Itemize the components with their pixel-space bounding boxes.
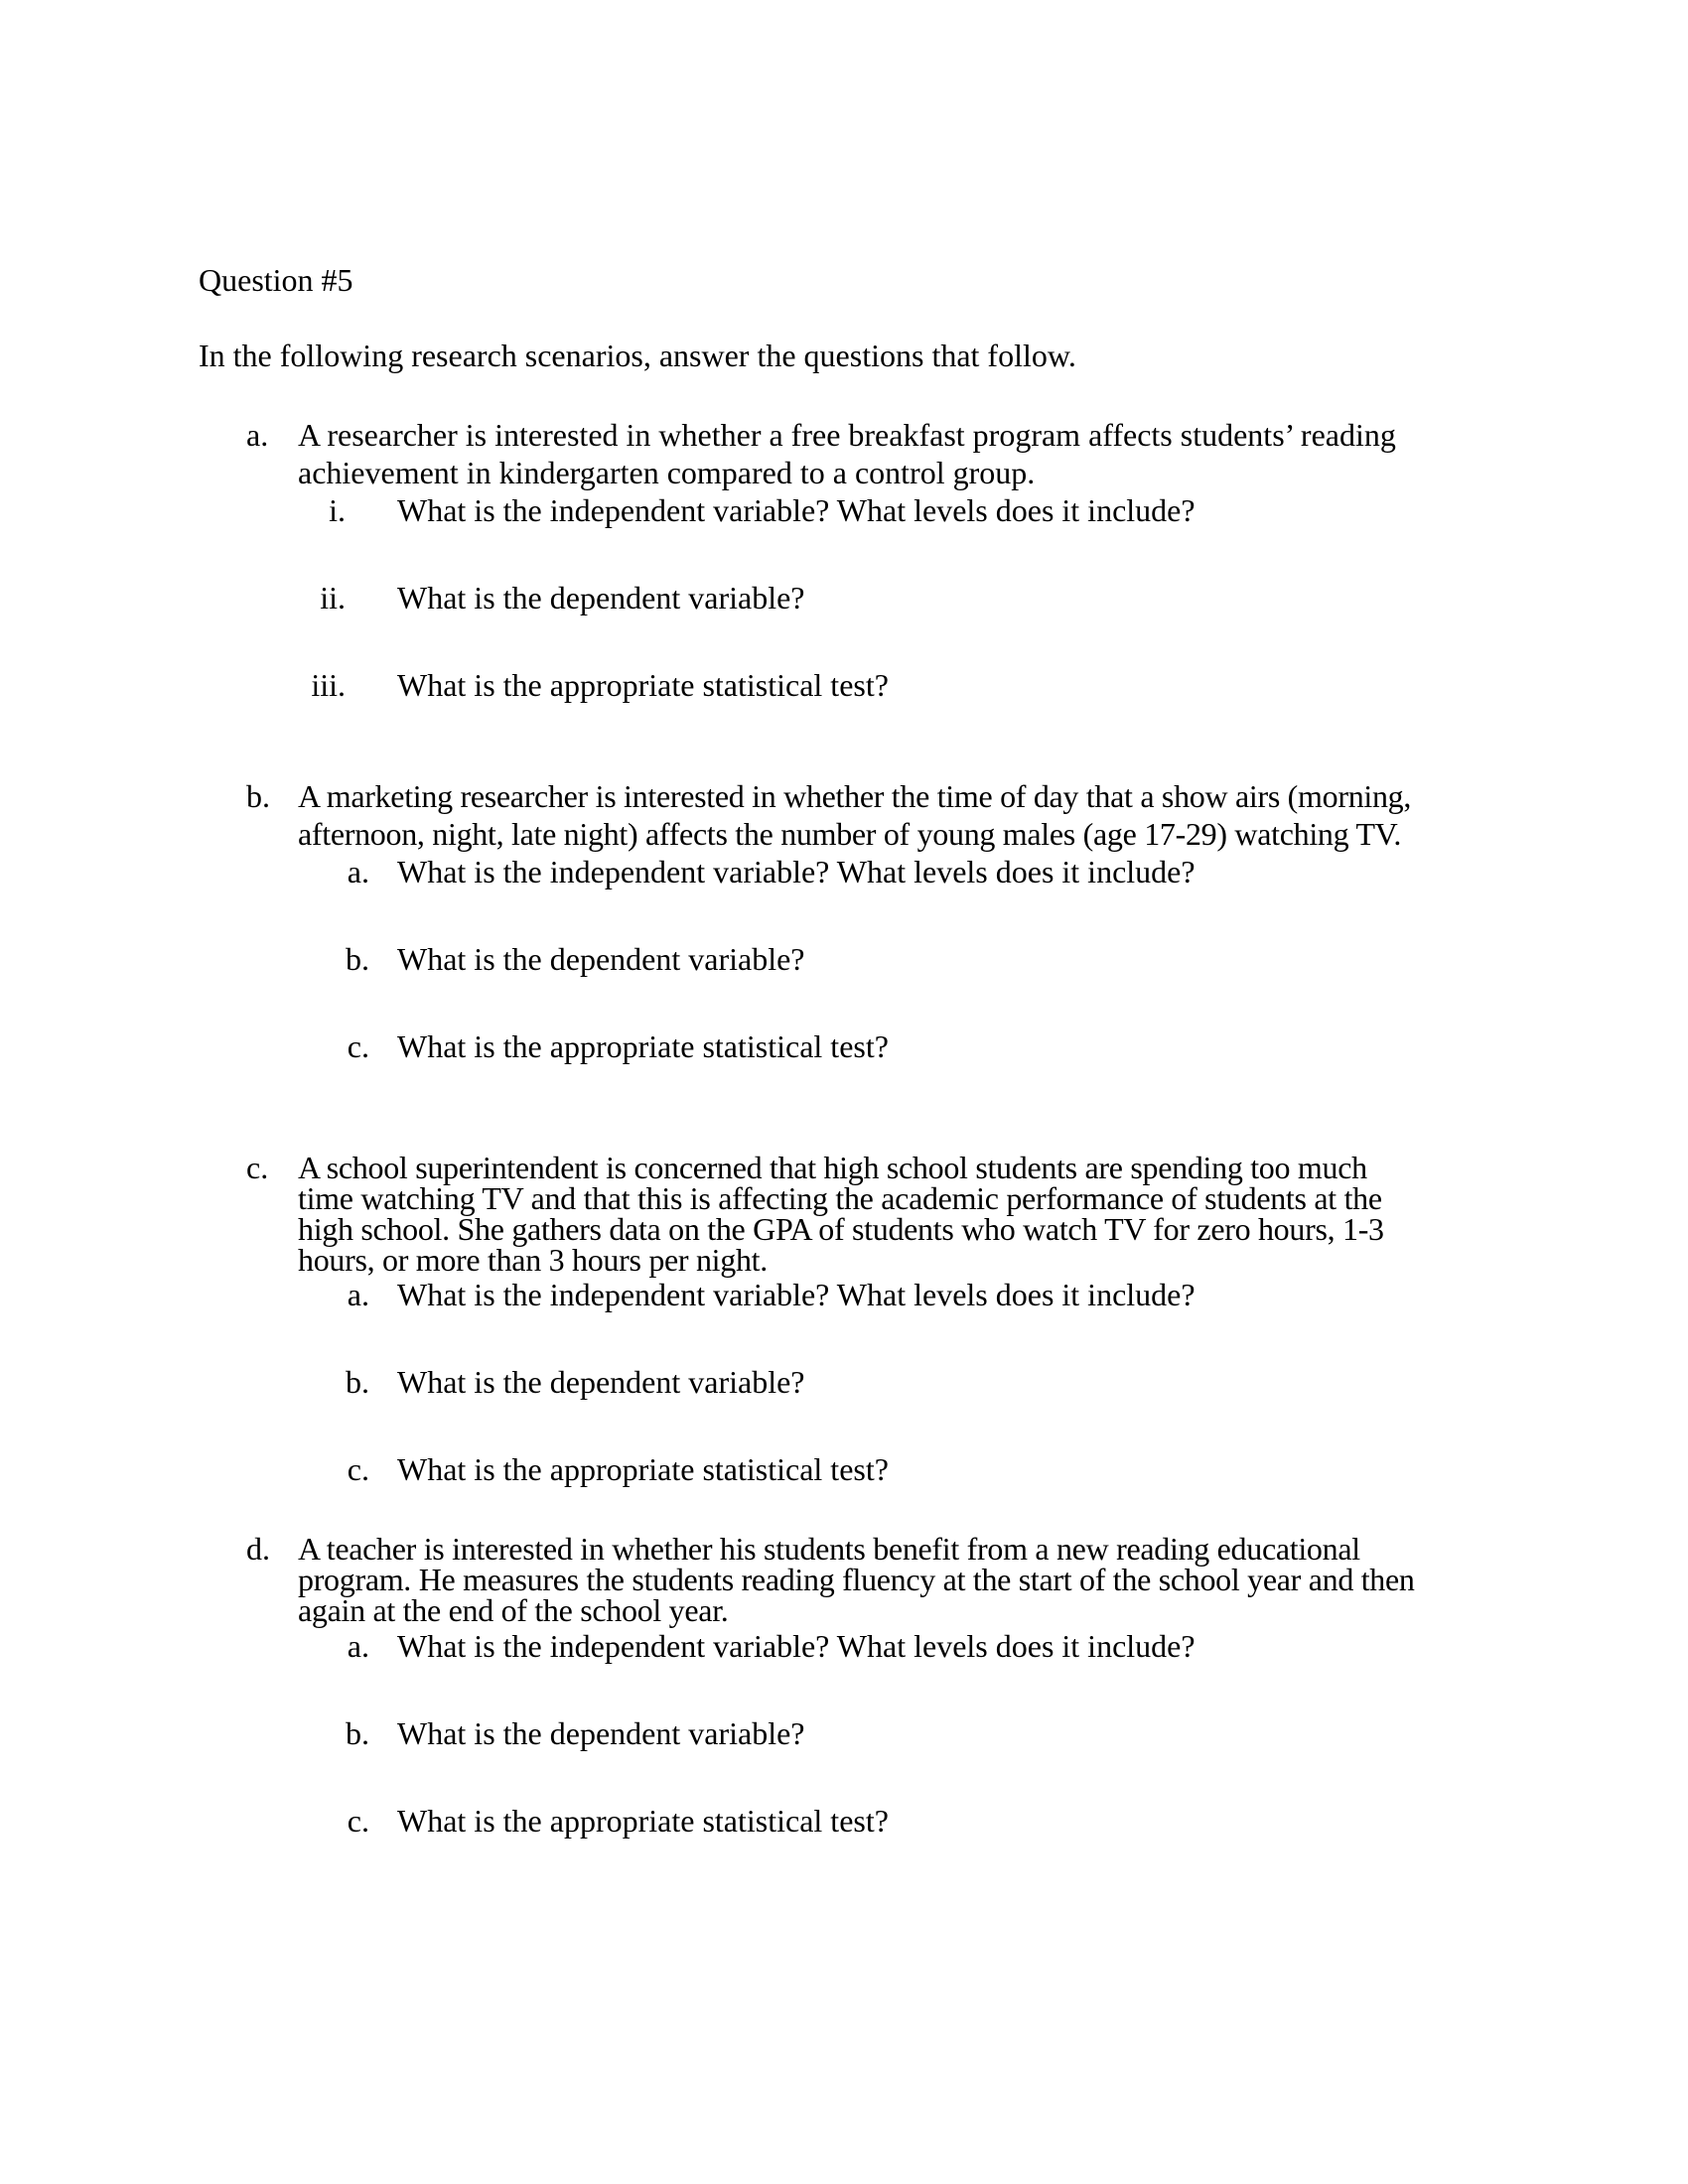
question-label: iii. [311, 667, 346, 703]
question-title: Question #5 [199, 262, 353, 298]
question-label: i. [329, 492, 346, 528]
scenario-text-line: A school superintendent is concerned that high school students are spending too much [298, 1150, 1367, 1185]
scenario-label: d. [246, 1531, 270, 1567]
instructions: In the following research scenarios, answer the questions that follow. [199, 338, 1076, 373]
scenario-text-line: afternoon, night, late night) affects the number of young males (age 17-29) watching TV. [298, 816, 1402, 852]
question-label: b. [346, 1715, 369, 1751]
question-text: What is the independent variable? What levels does it include? [397, 854, 1196, 889]
question-label: b. [346, 941, 369, 977]
question-text: What is the dependent variable? [397, 941, 805, 977]
scenario-label: b. [246, 778, 270, 814]
scenario-text-line: again at the end of the school year. [298, 1592, 729, 1628]
question-text: What is the dependent variable? [397, 1715, 805, 1751]
question-label: c. [347, 1803, 369, 1839]
scenario-text-line: high school. She gathers data on the GPA of students who watch TV for zero hours, 1-3 [298, 1211, 1384, 1247]
question-label: a. [347, 1277, 369, 1312]
question-label: a. [347, 854, 369, 889]
scenario-text-line: A teacher is interested in whether his students benefit from a new reading educational [298, 1531, 1360, 1567]
scenario-label: a. [246, 417, 269, 453]
question-label: a. [347, 1628, 369, 1664]
question-text: What is the appropriate statistical test? [397, 1451, 889, 1487]
scenario-text-line: program. He measures the students reading fluency at the start of the school year and then [298, 1562, 1415, 1597]
scenario-text-line: hours, or more than 3 hours per night. [298, 1242, 768, 1278]
question-label: c. [347, 1028, 369, 1064]
scenario-text-line: time watching TV and that this is affecting the academic performance of students at the [298, 1180, 1382, 1216]
question-text: What is the appropriate statistical test? [397, 1028, 889, 1064]
question-text: What is the dependent variable? [397, 1364, 805, 1400]
scenario-text-line: achievement in kindergarten compared to a control group. [298, 455, 1036, 490]
question-label: b. [346, 1364, 369, 1400]
question-label: ii. [320, 580, 346, 615]
question-text: What is the appropriate statistical test? [397, 667, 889, 703]
question-text: What is the appropriate statistical test? [397, 1803, 889, 1839]
question-label: c. [347, 1451, 369, 1487]
scenario-text-line: A researcher is interested in whether a free breakfast program affects students’ reading [298, 417, 1396, 453]
question-text: What is the dependent variable? [397, 580, 805, 615]
question-text: What is the independent variable? What levels does it include? [397, 492, 1196, 528]
question-text: What is the independent variable? What levels does it include? [397, 1277, 1196, 1312]
scenario-text-line: A marketing researcher is interested in whether the time of day that a show airs (morning, [298, 778, 1412, 814]
question-text: What is the independent variable? What levels does it include? [397, 1628, 1196, 1664]
scenario-label: c. [246, 1150, 269, 1185]
